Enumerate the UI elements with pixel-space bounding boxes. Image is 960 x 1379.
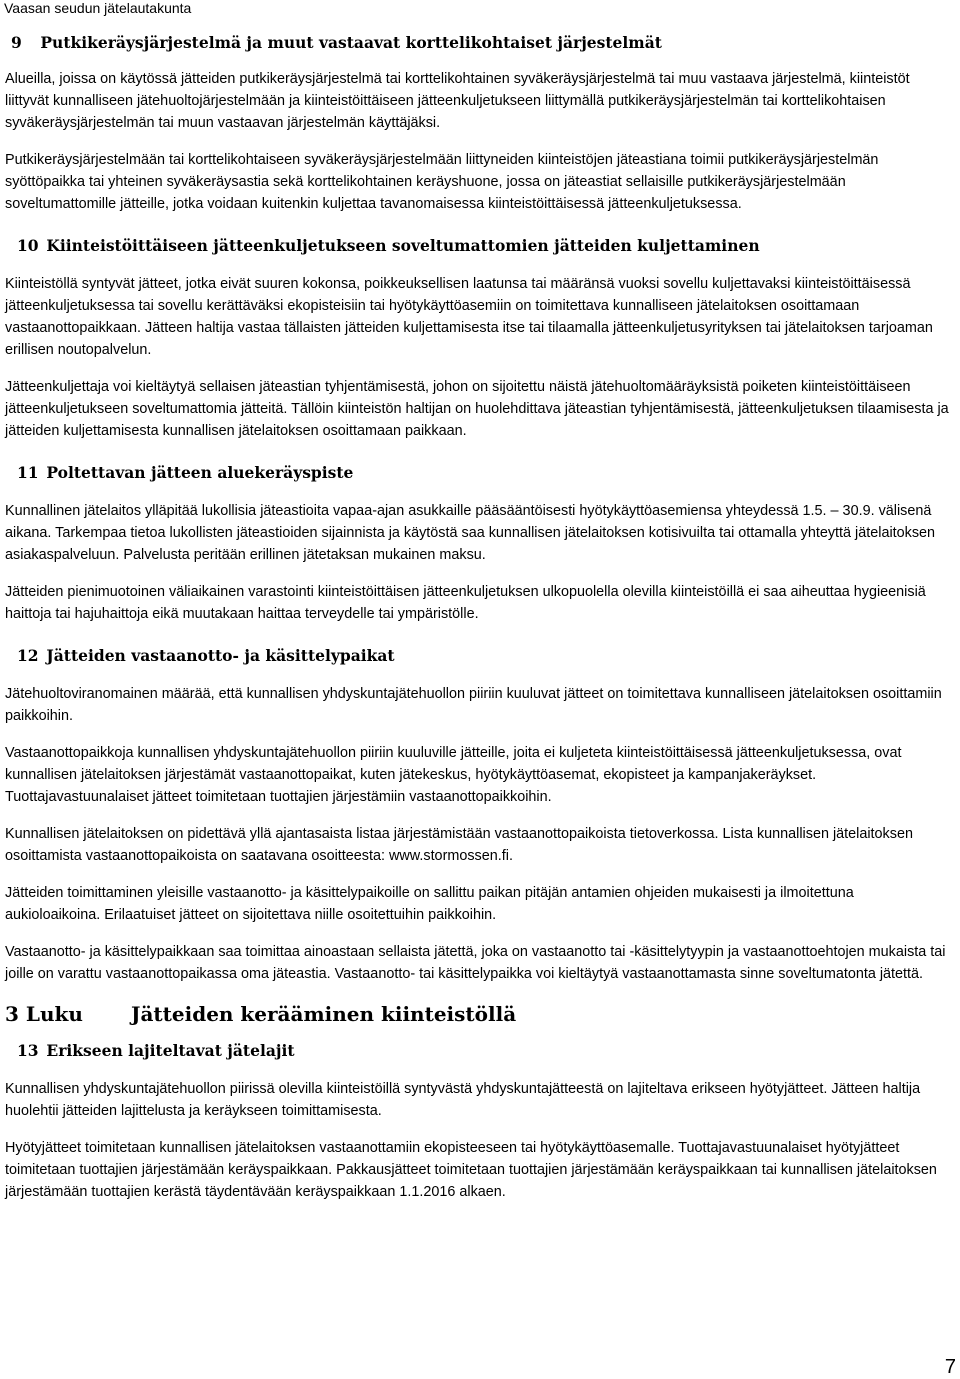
paragraph: Vastaanotto- ja käsittelypaikkaan saa toimittaa ainoastaan sellaista jätettä, joka on vastaanotto tai -käsittelytyypin ja vastaanottoehtojen mukaista tai joille on varattu vastaanottopaikassa oma jäteastia. Vastaanotto- tai käsittelypaikka voi kieltäytyä vastaanottamasta sinne soveltumatonta jätettä.: [5, 944, 946, 982]
page-content: [5, 32, 950, 1218]
page-number: 7: [944, 1356, 956, 1378]
chapter-number: 3 Luku: [5, 1002, 83, 1026]
section-number: 9: [11, 33, 22, 52]
section-title: Kiinteistöittäiseen jätteenkuljetukseen soveltumattomien jätteiden kuljettaminen: [46, 236, 760, 255]
paragraph: Jätteiden pienimuotoinen väliaikainen varastointi kiinteistöittäisen jätteenkuljetuksen ulkopuolella olevilla kiinteistöillä ei saa aiheuttaa hygieenisiä haittoja tai hajuhaittoja eikä muutakaan haittaa terveydelle tai ympäristölle.: [5, 584, 926, 622]
paragraph: Vastaanottopaikkoja kunnallisen yhdyskuntajätehuollon piiriin kuuluville jätteille, joita ei kuljeteta kiinteistöittäisessä jätteenkuljetuksessa, ovat kunnallisen jätelaitoksen järjestämät vastaanottopaikat, kuten jätekeskus, hyötykäyttöasemat, ekopisteet ja kampanjakeräykset. Tuottajavastuunalaiset jätteet toimitetaan tuottajien järjestämiin vastaanottopaikkoihin.: [5, 745, 902, 805]
section-heading-10: [5, 235, 950, 257]
paragraph: Kiinteistöllä syntyvät jätteet, jotka eivät suuren kokonsa, poikkeuksellisen laatunsa tai määränsä vuoksi sovellu kuljettavaksi kiinteistöittäisessä jätteenkuljetuksessa tai sovellu kerättäväksi ekopisteisiin tai hyötykäyttöasemiin on toimitettava kunnalliseen jätelaitoksen osoittamaan vastaanottopaikkaan. Jätteen haltija vastaa tällaisten jätteiden kuljettamisesta itse tai tilaamalla jätteenkuljetusyrityksen tai jätelaitoksen tarjoaman erillisen noutopalvelun.: [5, 276, 933, 358]
chapter-heading: [5, 1000, 950, 1028]
paragraph: Alueilla, joissa on käytössä jätteiden putkikeräysjärjestelmä tai korttelikohtainen syväkeräysjärjestelmä tai muu vastaava järjestelmä, kiinteistöt liittyvät kunnalliseen jätehuoltojärjestelmään ja kiinteistöittäiseen jätteenkuljetukseen liittymällä putkikeräysjärjestelmän tai korttelikohtaisen syväkeräysjärjestelmän tai muun vastaavan järjestelmän käyttäjäksi.: [5, 71, 910, 131]
section-heading-9: [5, 32, 950, 54]
section-heading-11: [5, 462, 950, 484]
running-header: Vaasan seudun jätelautakunta: [4, 0, 192, 16]
paragraph: Jätehuoltoviranomainen määrää, että kunnallisen yhdyskuntajätehuollon piiriin kuuluvat jätteet on toimitettava kunnalliseen jätelaitoksen osoittamiin paikkoihin.: [5, 686, 942, 724]
section-heading-13: [5, 1040, 950, 1062]
section-heading-12: [5, 645, 950, 667]
paragraph: Jätteenkuljettaja voi kieltäytyä sellaisen jäteastian tyhjentämisestä, johon on sijoitettu näistä jätehuoltomääräyksistä poiketen kiinteistöittäiseen jätteenkuljetukseen soveltumattomia jätteitä. Tällöin kiinteistön haltijan on huolehdittava jäteastian tyhjentämisestä, jätteenkuljetuksen tilaamisesta ja jätteiden kuljettamisesta kunnallisen jätelaitoksen osoittamaan paikkaan.: [5, 379, 949, 439]
chapter-title: Jätteiden kerääminen kiinteistöllä: [131, 1002, 517, 1026]
section-title: Poltettavan jätteen aluekeräyspiste: [46, 463, 354, 482]
paragraph: Kunnallinen jätelaitos ylläpitää lukollisia jäteastioita vapaa-ajan asukkaille pääsääntöisesti hyötykäyttöasemiensa yhteydessä 1.5. – 30.9. välisenä aikana. Tarkempaa tietoa lukollisten jäteastioiden sijainnista ja käytöstä saa kunnallisen jätelaitoksen kotisivuilta tai ottamalla yhteyttä jätelaitoksen asiakaspalveluun. Palvelusta peritään erillinen jätetaksan mukainen maksu.: [5, 503, 936, 563]
section-number: 10: [17, 236, 39, 255]
section-number: 13: [17, 1041, 39, 1060]
paragraph: Hyötyjätteet toimitetaan kunnallisen jätelaitoksen vastaanottamiin ekopisteeseen tai hyötykäyttöasemalle. Tuottajavastuunalaiset hyötyjätteet toimitetaan tuottajien järjestämään keräyspaikkaan. Pakkausjätteet toimitetaan tuottajien järjestämään keräyspaikkaan tai kunnallisen jätelaitoksen järjestämään tuottajien kerästä täydentävään keräyspaikkaan 1.1.2016 alkaen.: [5, 1140, 937, 1200]
section-title: Jätteiden vastaanotto- ja käsittelypaikat: [46, 646, 395, 665]
paragraph: Kunnallisen jätelaitoksen on pidettävä yllä ajantasaista listaa järjestämistään vastaanottopaikoista tietoverkossa. Lista kunnallisen jätelaitoksen osoittamista vastaanottopaikoista on saatavana osoitteesta: www.stormossen.fi.: [5, 826, 913, 864]
paragraph: Jätteiden toimittaminen yleisille vastaanotto- ja käsittelypaikoille on sallittu paikan pitäjän antamien ohjeiden mukaisesti ja ilmoitettuna aukioloaikoina. Erilaatuiset jätteet on sijoitettava niille osoitettuihin paikkoihin.: [5, 885, 854, 923]
paragraph: Kunnallisen yhdyskuntajätehuollon piirissä olevilla kiinteistöillä syntyvästä yhdyskuntajätteestä on lajiteltava erikseen hyötyjätteet. Jätteen haltija huolehtii jätteiden lajittelusta ja keräykseen toimittamisesta.: [5, 1081, 921, 1119]
paragraph: Putkikeräysjärjestelmään tai korttelikohtaiseen syväkeräysjärjestelmään liittyneiden kiinteistöjen jäteastiana toimii putkikeräysjärjestelmän syöttöpaikka tai yhteinen syväkeräysastia sekä korttelikohtainen keräyshuone, jossa on jäteastiat sellaisille putkikeräysjärjestelmään soveltumattomille jätteille, jotka voidaan kuitenkin kuljettaa tavanomaisessa kiinteistöittäisessä jätteenkuljetuksessa.: [5, 152, 879, 212]
section-title: Putkikeräysjärjestelmä ja muut vastaavat korttelikohtaiset järjestelmät: [40, 33, 662, 52]
section-number: 11: [17, 463, 39, 482]
section-title: Erikseen lajiteltavat jätelajit: [46, 1041, 295, 1060]
section-number: 12: [17, 646, 39, 665]
